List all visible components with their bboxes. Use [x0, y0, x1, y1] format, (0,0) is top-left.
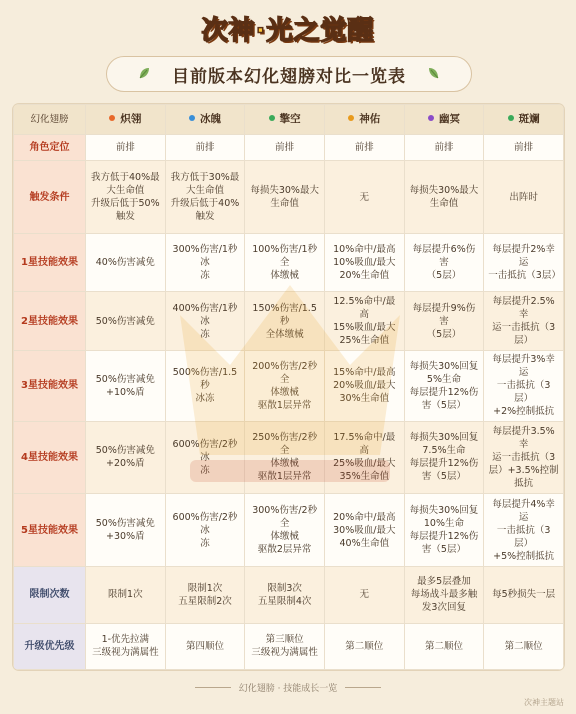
table-row: [14, 135, 564, 161]
table-row: [14, 292, 564, 351]
table-cell: 限制1次: [86, 567, 166, 624]
table-cell: 前排: [245, 135, 325, 161]
table-cell: 每层提升3%幸运 一击抵抗（3层） +2%控制抵抗: [484, 351, 564, 422]
table-row: [14, 351, 564, 422]
table-cell: 前排: [404, 135, 484, 161]
column-header-label: 炽翎: [120, 113, 142, 125]
table-cell: 每损失30%最大 生命值: [245, 161, 325, 234]
table-row: [14, 494, 564, 567]
row-label: 2星技能效果: [14, 292, 86, 351]
table-cell: 无: [324, 567, 404, 624]
table-cell: 300%伤害/1秒冰 冻: [165, 233, 245, 292]
table-cell: 300%伤害/2秒全 体缴械 驱散2层异常: [245, 494, 325, 567]
table-cell: 每层提升6%伤害 （5层）: [404, 233, 484, 292]
table-cell: 前排: [165, 135, 245, 161]
table-cell: 第四顺位: [165, 623, 245, 669]
logo: [0, 8, 576, 48]
table-cell: 1-优先拉满 三级视为满属性: [86, 623, 166, 669]
table-cell: 每层提升2%幸运 一击抵抗（3层）: [484, 233, 564, 292]
table-cell: 50%伤害减免: [86, 292, 166, 351]
row-label: 5星技能效果: [14, 494, 86, 567]
table-cell: 我方低于40%最 大生命值 升级后低于50% 触发: [86, 161, 166, 234]
column-header-label: 斑斓: [518, 113, 540, 125]
table-cell: 第二顺位: [484, 623, 564, 669]
column-header-label: 擎空: [279, 113, 301, 125]
logo-text: 次神·光之觉醒: [201, 15, 375, 46]
column-header: [404, 105, 484, 135]
page-title: 目前版本幻化翅膀对比一览表: [172, 66, 406, 87]
column-header: [245, 105, 325, 135]
row-label: 1星技能效果: [14, 233, 86, 292]
column-header: [484, 105, 564, 135]
table-row: [14, 233, 564, 292]
table-cell: 最多5层叠加 每场战斗最多触 发3次回复: [404, 567, 484, 624]
footer-divider: [345, 687, 381, 688]
table-cell: 前排: [86, 135, 166, 161]
title-banner: [106, 56, 472, 92]
table-cell: 17.5%命中/最高 25%吸血/最大 35%生命值: [324, 421, 404, 494]
wing-color-dot-icon: [348, 115, 354, 121]
table-cell: 400%伤害/1秒冰 冻: [165, 292, 245, 351]
row-label: 4星技能效果: [14, 421, 86, 494]
table-cell: 20%命中/最高 30%吸血/最大 40%生命值: [324, 494, 404, 567]
column-header-label: 幽冥: [438, 113, 460, 125]
table-cell: 每损失30%回复 7.5%生命 每层提升12%伤 害（5层）: [404, 421, 484, 494]
table-header-row: [14, 105, 564, 135]
row-label: 限制次数: [14, 567, 86, 624]
leaf-icon: [137, 66, 151, 80]
table-cell: 每层提升3.5%幸 运一击抵抗（3 层）+3.5%控制 抵抗: [484, 421, 564, 494]
table-row: [14, 421, 564, 494]
table-cell: 10%命中/最高 10%吸血/最大 20%生命值: [324, 233, 404, 292]
table-cell: 50%伤害减免 +30%盾: [86, 494, 166, 567]
table-cell: 无: [324, 161, 404, 234]
row-label: 角色定位: [14, 135, 86, 161]
table-cell: 限制3次 五星限制4次: [245, 567, 325, 624]
table-cell: 500%伤害/1.5秒 冰冻: [165, 351, 245, 422]
column-header: [165, 105, 245, 135]
table-row: [14, 161, 564, 234]
row-label: 3星技能效果: [14, 351, 86, 422]
footer: [0, 680, 576, 694]
column-header: [324, 105, 404, 135]
table-cell: 每损失30%回复 5%生命 每层提升12%伤 害（5层）: [404, 351, 484, 422]
table-cell: 我方低于30%最 大生命值 升级后低于40% 触发: [165, 161, 245, 234]
row-label: 升级优先级: [14, 623, 86, 669]
table-cell: 15%命中/最高 20%吸血/最大 30%生命值: [324, 351, 404, 422]
table-cell: 600%伤害/2秒冰 冻: [165, 421, 245, 494]
wing-color-dot-icon: [269, 115, 275, 121]
wing-color-dot-icon: [508, 115, 514, 121]
footer-text: 幻化翅膀 · 技能成长一览: [238, 683, 338, 694]
table-cell: 每层提升4%幸运 一击抵抗（3层） +5%控制抵抗: [484, 494, 564, 567]
wing-color-dot-icon: [109, 115, 115, 121]
table-cell: 出阵时: [484, 161, 564, 234]
table-cell: 前排: [484, 135, 564, 161]
table-cell: 每层提升2.5%幸 运一击抵抗（3 层）: [484, 292, 564, 351]
comparison-table: [13, 104, 564, 670]
table-cell: 200%伤害/2秒全 体缴械 驱散1层异常: [245, 351, 325, 422]
credit-text: 次神主题站: [524, 698, 564, 707]
table-cell: 第二顺位: [324, 623, 404, 669]
wing-color-dot-icon: [189, 115, 195, 121]
wing-color-dot-icon: [428, 115, 434, 121]
column-header-label: 冰魄: [199, 113, 221, 125]
table-cell: 每5秒损失一层: [484, 567, 564, 624]
table-cell: 第三顺位 三级视为满属性: [245, 623, 325, 669]
table-row: [14, 567, 564, 624]
table-corner-label: 幻化翅膀: [14, 105, 86, 135]
table-cell: 每损失30%回复 10%生命 每层提升12%伤 害（5层）: [404, 494, 484, 567]
table-cell: 600%伤害/2秒冰 冻: [165, 494, 245, 567]
row-label: 触发条件: [14, 161, 86, 234]
table-cell: 50%伤害减免 +10%盾: [86, 351, 166, 422]
table-cell: 前排: [324, 135, 404, 161]
table-cell: 每损失30%最大 生命值: [404, 161, 484, 234]
leaf-icon: [427, 66, 441, 80]
footer-divider: [195, 687, 231, 688]
column-header-label: 神佑: [359, 113, 381, 125]
table-cell: 每层提升9%伤害 （5层）: [404, 292, 484, 351]
table-cell: 40%伤害减免: [86, 233, 166, 292]
column-header: [86, 105, 166, 135]
table-cell: 150%伤害/1.5秒 全体缴械: [245, 292, 325, 351]
table-cell: 限制1次 五星限制2次: [165, 567, 245, 624]
table-cell: 50%伤害减免 +20%盾: [86, 421, 166, 494]
table-cell: 第二顺位: [404, 623, 484, 669]
table-row: [14, 623, 564, 669]
table-cell: 12.5%命中/最高 15%吸血/最大 25%生命值: [324, 292, 404, 351]
table-cell: 100%伤害/1秒全 体缴械: [245, 233, 325, 292]
table-cell: 250%伤害/2秒全 体缴械 驱散1层异常: [245, 421, 325, 494]
